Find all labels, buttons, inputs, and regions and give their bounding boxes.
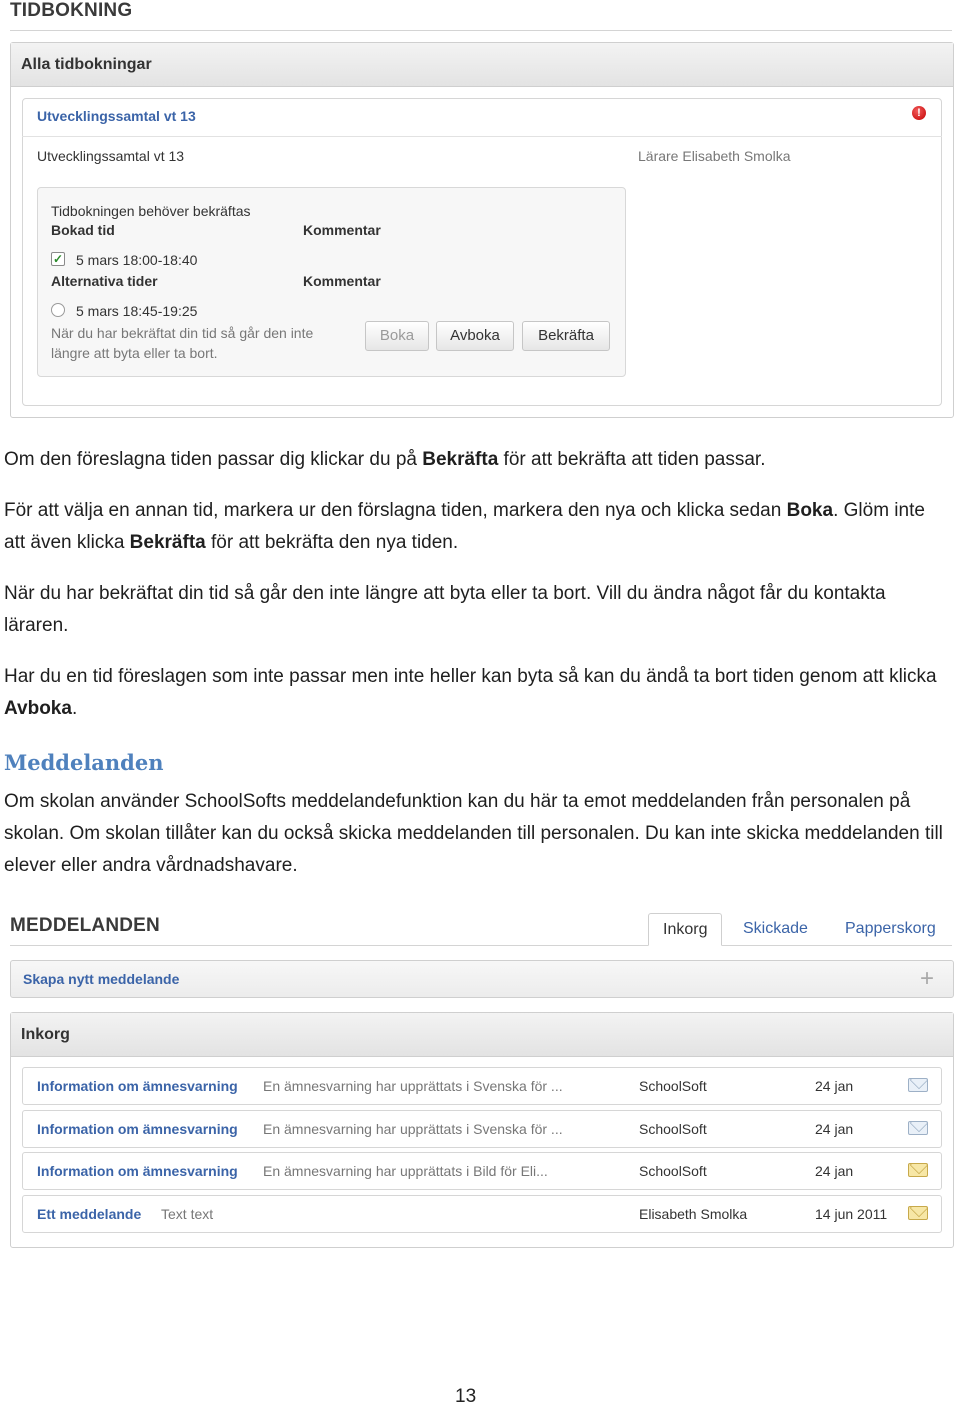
message-subject[interactable]: Information om ämnesvarning [37,1078,238,1094]
booked-time-label: Bokad tid [51,222,115,238]
needs-confirmation-text: Tidbokningen behöver bekräftas [51,203,251,219]
alternative-time-radio[interactable] [51,303,65,317]
confirm-button[interactable]: Bekräfta [522,321,610,351]
tab-inbox[interactable]: Inkorg [648,913,722,946]
booked-time-checkbox[interactable]: ✓ [52,252,64,266]
message-date: 24 jan [815,1121,854,1137]
tab-trash[interactable]: Papperskorg [845,920,936,937]
message-preview: En ämnesvarning har upprättats i Svenska för ... [263,1078,563,1094]
booked-time-value: 5 mars 18:00-18:40 [76,252,198,268]
page-number: 13 [455,1386,477,1407]
comment-label: Kommentar [303,222,381,238]
message-row[interactable] [22,1152,942,1190]
booking-screen-title: TIDBOKNING [10,0,133,21]
confirmation-note: När du har bekräftat din tid så går den inte längre att byta eller ta bort. [51,325,314,361]
alternative-time-value: 5 mars 18:45-19:25 [76,303,198,319]
create-message-label[interactable]: Skapa nytt meddelande [23,971,180,987]
tab-sent[interactable]: Skickade [743,920,808,937]
message-sender: SchoolSoft [639,1163,707,1179]
message-preview: Text text [161,1206,214,1222]
message-preview: En ämnesvarning har upprättats i Bild för Eli... [263,1163,548,1179]
message-date: 14 jun 2011 [815,1206,888,1222]
message-date: 24 jan [815,1163,854,1179]
message-sender: SchoolSoft [639,1078,707,1094]
meeting-name: Utvecklingssamtal vt 13 [37,148,185,164]
envelope-open-icon [908,1163,928,1177]
book-button[interactable]: Boka [365,321,429,351]
envelope-closed-icon [908,1121,928,1135]
message-subject[interactable]: Information om ämnesvarning [37,1121,238,1137]
alternative-times-label: Alternativa tider [51,273,158,289]
message-sender: Elisabeth Smolka [639,1206,748,1222]
envelope-closed-icon [908,1078,928,1092]
booking-title-link[interactable]: Utvecklingssamtal vt 13 [37,108,196,124]
cancel-booking-button[interactable]: Avboka [436,321,514,351]
inbox-title: Inkorg [11,1013,953,1057]
message-date: 24 jan [815,1078,854,1094]
paragraph-messages: Om skolan använder SchoolSofts meddelandefunktion kan du här ta emot meddelanden från personalen på skolan. Om skolan tillåter kan du också skicka meddelanden till personalen. Du kan inte skicka meddelanden till elever eller andra vårdnadshavare. [4,791,943,876]
teacher-name: Lärare Elisabeth Smolka [638,148,791,164]
alert-icon: ! [912,106,926,120]
message-preview: En ämnesvarning har upprättats i Svenska för ... [263,1121,563,1137]
card-divider [22,136,942,137]
message-subject[interactable]: Information om ämnesvarning [37,1163,238,1179]
message-row[interactable] [22,1067,942,1105]
plus-icon[interactable]: + [920,965,935,992]
paragraph-locked: När du har bekräftat din tid så går den inte längre att byta eller ta bort. Vill du ändra något får du kontakta läraren. [4,583,886,636]
envelope-open-icon [908,1206,928,1220]
message-row[interactable] [22,1195,942,1233]
panel-title: Alla tidbokningar [11,43,953,87]
paragraph-cancel: Har du en tid föreslagen som inte passar men inte heller kan byta så kan du ändå ta bort tiden genom att klicka Avboka. [4,666,937,719]
section-heading: Meddelanden [4,750,164,775]
message-subject[interactable]: Ett meddelande [37,1206,142,1222]
comment-label: Kommentar [303,273,381,289]
messages-screen-title: MEDDELANDEN [10,915,160,936]
paragraph-confirm: Om den föreslagna tiden passar dig klickar du på Bekräfta för att bekräfta att tiden passar. [4,449,766,470]
title-divider [10,30,952,31]
paragraph-change-time: För att välja en annan tid, markera ur den förslagna tiden, markera den nya och klicka sedan Boka. Glöm inte att även klicka Bekräfta för att bekräfta den nya tiden. [4,500,925,553]
message-sender: SchoolSoft [639,1121,707,1137]
message-row[interactable] [22,1110,942,1148]
